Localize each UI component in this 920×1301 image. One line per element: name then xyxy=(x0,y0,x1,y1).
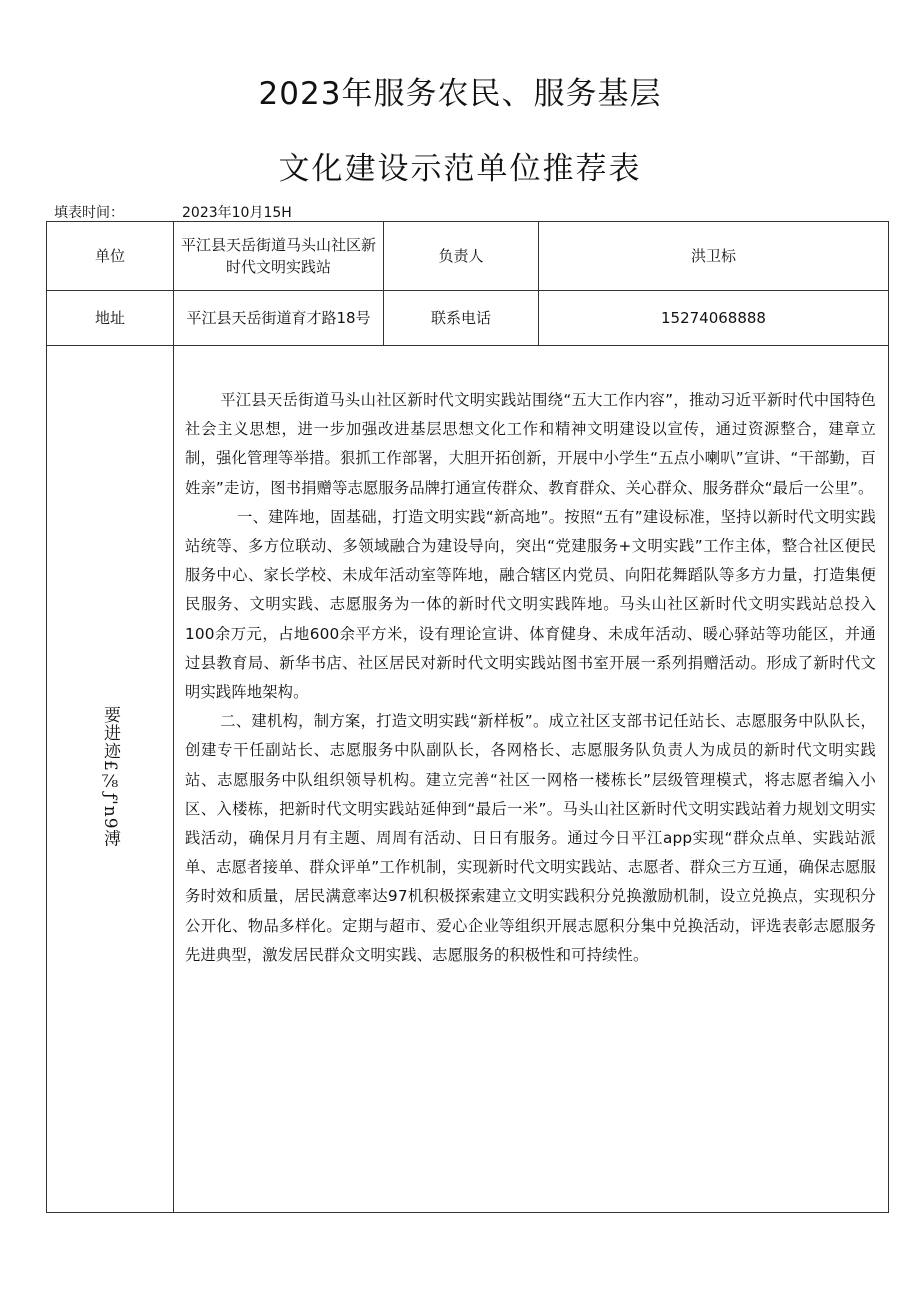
table-row-unit xyxy=(47,222,889,291)
address-value-cell xyxy=(174,291,384,346)
main-deeds-label-cell xyxy=(47,346,174,1213)
person-value-cell xyxy=(539,222,889,291)
fill-time-label: 填表时间： xyxy=(54,205,124,221)
recommendation-form-table xyxy=(46,221,889,1213)
unit-label-cell xyxy=(47,222,174,291)
content-paragraph-section-1: 一、建阵地，固基础，打造文明实践“新高地”。按照“五有”建设标准，坚持以新时代文明实践站统等、多方位联动、多领域融合为建设导向，突出“党建服务+文明实践”工作主体，整合社区便民服务中心、家长学校、未成年活动室等阵地，融合辖区内党员、向阳花舞蹈队等多方力量，打造集便民服务、文明实践、志愿服务为一体的新时代文明实践阵地。马头山社区新时代文明实践站总投入100余万元，占地600余平方米，设有理论宣讲、体育健身、未成年活动、暖心驿站等功能区，并通过县教育局、新华书店、社区居民对新时代文明实践站图书室开展一系列捐赠活动。形成了新时代文明实践阵地架构。 xyxy=(185,507,876,702)
content-paragraph-section-2: 二、建机构，制方案，打造文明实践“新样板”。成立社区支部书记任站长、志愿服务中队队长，创建专干任副站长、志愿服务中队副队长，各网格长、志愿服务队负责人为成员的新时代文明实践站、志愿服务中队组织领导机构。建立完善“社区一网格一楼栋长”层级管理模式，将志愿者编入小区、入楼栋，把新时代文明实践站延伸到“最后一米”。马头山社区新时代文明实践站着力规划文明实践活动，确保月月有主题、周周有活动、日日有服务。通过今日平江app实现“群众点单、实践站派单、志愿者接单、群众评单”工作机制，实现新时代文明实践站、志愿者、群众三方互通，确保志愿服务时效和质量，居民满意率达97机积极探索建立文明实践积分兑换激励机制，设立兑换点，实现积分公开化、物品多样化。定期与超市、爱心企业等组织开展志愿积分集中兑换活动，评选表彰志愿服务先进典型，激发居民群众文明实践、志愿服务的积极性和可持续性。 xyxy=(185,712,876,964)
person-in-charge-label: 负责人 xyxy=(438,247,484,265)
unit-label: 单位 xyxy=(94,247,125,265)
fill-time-value: 2023年10月15H xyxy=(182,205,292,221)
address-label: 地址 xyxy=(94,309,125,327)
table-row-address xyxy=(47,291,889,346)
main-deeds-content-cell xyxy=(174,346,889,1213)
phone-label-cell xyxy=(384,291,539,346)
content-paragraph-intro: 平江县天岳街道马头山社区新时代文明实践站围绕“五大工作内容”，推动习近平新时代中国特色社会主义思想，进一步加强改进基层思想文化工作和精神文明建设以宣传，通过资源整合，建章立制，强化管理等举措。狠抓工作部署，大胆开拓创新，开展中小学生“五点小喇叭”宣讲、“干部勤，百姓亲”走访，图书捐赠等志愿服务品牌打通宣传群众、教育群众、关心群众、服务群众“最后一公里”。 xyxy=(185,391,876,497)
phone-label: 联系电话 xyxy=(430,309,491,327)
address-value: 平江县天岳街道育才路18号 xyxy=(186,309,371,327)
person-label-cell xyxy=(384,222,539,291)
address-label-cell xyxy=(47,291,174,346)
unit-value-cell xyxy=(174,222,384,291)
page-title-line-2: 文化建设示范单位推荐表 xyxy=(278,151,642,187)
phone-value: 15274068888 xyxy=(661,309,766,327)
main-deeds-content xyxy=(174,346,888,970)
person-in-charge-value: 洪卫标 xyxy=(690,247,736,265)
table-row-main-deeds xyxy=(47,346,889,1213)
main-deeds-label: 要进迹£⅞ƒ'n9溥 xyxy=(100,705,120,848)
unit-value: 平江县天岳街道马头山社区新时代文明实践站 xyxy=(180,236,376,276)
phone-value-cell xyxy=(539,291,889,346)
page-title-line-1: 2023年服务农民、服务基层 xyxy=(258,76,662,112)
